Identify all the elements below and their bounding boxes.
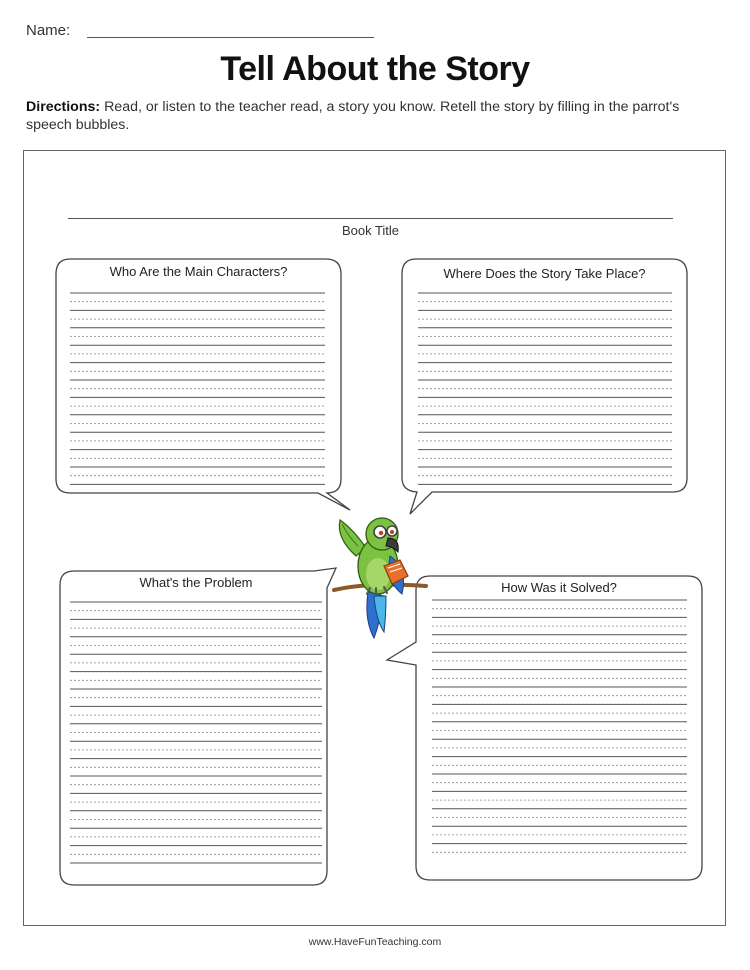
setting-bubble-outline — [402, 259, 687, 514]
setting-heading: Where Does the Story Take Place? — [443, 266, 646, 281]
characters-bubble-outline — [56, 259, 350, 510]
book-title-label: Book Title — [341, 223, 400, 238]
characters-heading: Who Are the Main Characters? — [109, 264, 288, 279]
name-label: Name: — [26, 22, 71, 39]
footer-website: www.HaveFunTeaching.com — [308, 936, 442, 948]
directions-text: Read, or listen to the teacher read, a story you know. Retell the story by filling in the parrot's speech bubbles. — [26, 99, 680, 133]
parrot-reading-book-icon — [328, 512, 432, 640]
solution-heading: How Was it Solved? — [501, 580, 617, 595]
directions-label: Directions: — [26, 99, 101, 115]
page-title: Tell About the Story — [220, 50, 530, 88]
solution-bubble-outline — [387, 576, 702, 880]
problem-heading: What's the Problem — [139, 575, 253, 590]
problem-bubble-outline — [60, 568, 336, 885]
